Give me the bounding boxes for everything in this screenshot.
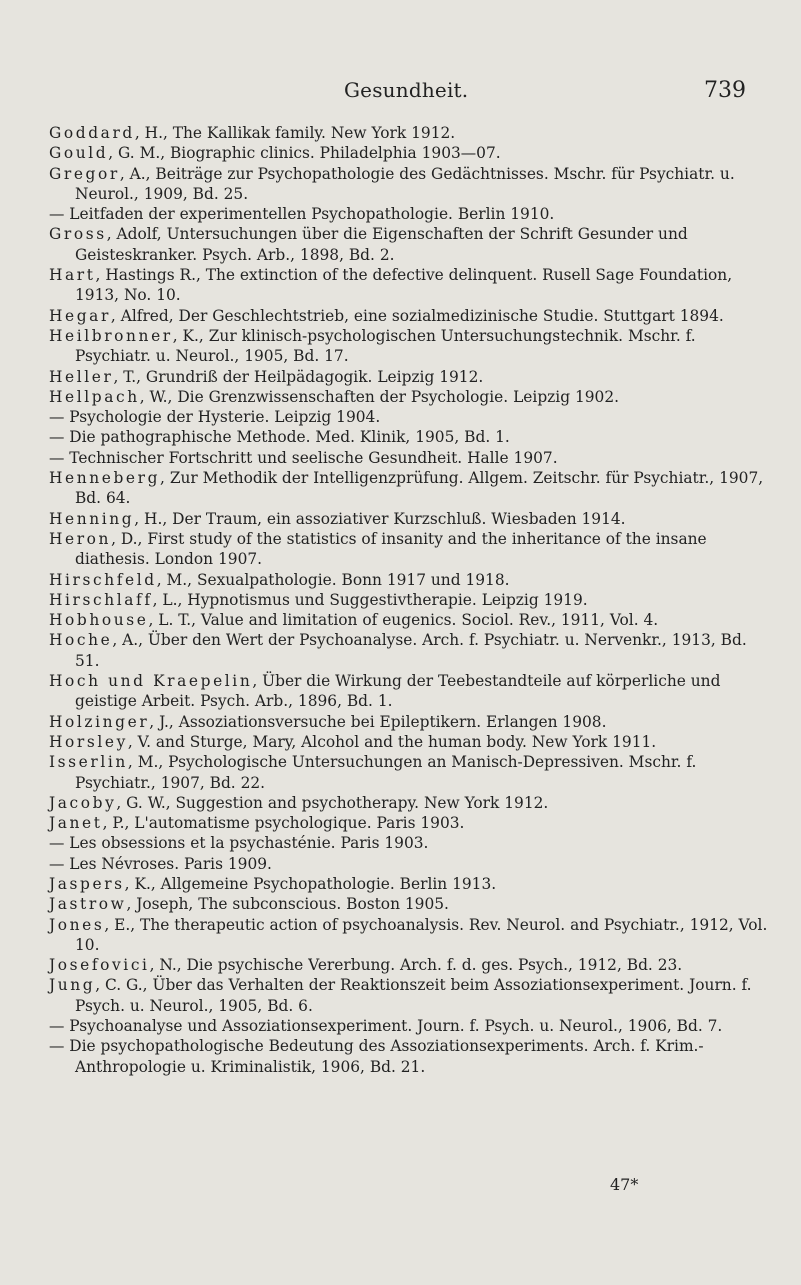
- bibliography-entry: [49, 590, 769, 610]
- entry-text: — Les obsessions et la psychasténie. Paris 1903.: [49, 834, 429, 853]
- entry-author: Jaspers: [49, 874, 125, 893]
- entry-text: — Psychologie der Hysterie. Leipzig 1904.: [49, 408, 381, 427]
- bibliography-entry: [49, 915, 769, 956]
- entry-author: Hart: [49, 266, 96, 285]
- entry-author: Goddard: [49, 124, 135, 142]
- entry-text: , M., Psychologische Untersuchungen an Manisch-Depressiven. Mschr. f. Psychiatr., 1907, Bd. 22.: [75, 753, 697, 792]
- bibliography-entry: [49, 894, 769, 914]
- bibliography-entry: [49, 468, 769, 509]
- bibliography-entry: [49, 1036, 769, 1077]
- entry-text: , V. and Sturge, Mary, Alcohol and the human body. New York 1911.: [127, 732, 657, 751]
- bibliography-list: [49, 123, 769, 1077]
- bibliography-entry: [49, 630, 769, 671]
- bibliography-entry: [49, 367, 769, 387]
- entry-author: Hirschlaff: [49, 590, 153, 609]
- entry-text: , E., The therapeutic action of psychoanalysis. Rev. Neurol. and Psychiatr., 1912, Vol. 10.: [75, 915, 768, 954]
- page-header: [0, 78, 801, 108]
- bibliography-entry: [49, 610, 769, 630]
- entry-text: , H., Der Traum, ein assoziativer Kurzschluß. Wiesbaden 1914.: [134, 509, 626, 528]
- entry-text: , A., Über den Wert der Psychoanalyse. Arch. f. Psychiatr. u. Nervenkr., 1913, Bd. 51.: [75, 631, 747, 670]
- bibliography-entry: [49, 123, 769, 143]
- entry-author: Hoche: [49, 631, 113, 650]
- entry-author: Jones: [49, 915, 105, 934]
- bibliography-entry: [49, 204, 769, 224]
- entry-author: Holzinger: [49, 712, 150, 731]
- entry-text: , A., Beiträge zur Psychopathologie des Gedächtnisses. Mschr. für Psychiatr. u. Neurol., 1909, Bd. 25.: [75, 164, 735, 203]
- entry-text: , W., Die Grenzwissenschaften der Psychologie. Leipzig 1902.: [139, 387, 620, 406]
- entry-text: , P., L'automatisme psychologique. Paris 1903.: [102, 814, 465, 833]
- entry-text: , H., The Kallikak family. New York 1912.: [134, 124, 456, 142]
- bibliography-entry: [49, 793, 769, 813]
- entry-author: Hobhouse: [49, 611, 149, 630]
- entry-text: , Über die Wirkung der Teebestandteile auf körperliche und geistige Arbeit. Psych. Arb., 1896, Bd. 1.: [75, 672, 721, 711]
- bibliography-entry: [49, 143, 769, 163]
- bibliography-entry: [49, 975, 769, 1016]
- entry-text: , M., Sexualpathologie. Bonn 1917 und 1918.: [156, 570, 510, 589]
- bibliography-entry: [49, 164, 769, 205]
- entry-author: Gould: [49, 144, 109, 163]
- bibliography-entry: [49, 427, 769, 447]
- bibliography-entry: [49, 813, 769, 833]
- entry-text: , C. G., Über das Verhalten der Reaktionszeit beim Assoziationsexperiment. Journ. f. Psych. u. Neurol., 1905, Bd. 6.: [75, 976, 752, 1015]
- entry-text: , G. M., Biographic clinics. Philadelphia 1903—07.: [108, 144, 501, 163]
- bibliography-entry: [49, 712, 769, 732]
- entry-author: Isserlin: [49, 753, 128, 772]
- entry-author: Hirschfeld: [49, 570, 157, 589]
- bibliography-entry: [49, 529, 769, 570]
- bibliography-entry: [49, 509, 769, 529]
- bibliography-entry: [49, 448, 769, 468]
- bibliography-entry: [49, 407, 769, 427]
- bibliography-entry: [49, 854, 769, 874]
- bibliography-entry: [49, 326, 769, 367]
- entry-text: , K., Zur klinisch-psychologischen Untersuchungstechnik. Mschr. f. Psychiatr. u. Neurol., 1905, Bd. 17.: [75, 326, 696, 366]
- entry-text: , Adolf, Untersuchungen über die Eigenschaften der Schrift Gesunder und Geisteskranker. Psych. Arb., 1898, Bd. 2.: [75, 225, 688, 264]
- entry-author: Hellpach: [49, 387, 140, 406]
- entry-text: , Hastings R., The extinction of the defective delinquent. Rusell Sage Foundation, 1913, No. 10.: [75, 266, 733, 305]
- entry-text: , G. W., Suggestion and psychotherapy. New York 1912.: [116, 793, 549, 812]
- bibliography-entry: [49, 752, 769, 793]
- entry-text: , N., Die psychische Vererbung. Arch. f. d. ges. Psych., 1912, Bd. 23.: [149, 956, 683, 975]
- entry-author: Henning: [49, 509, 135, 528]
- entry-text: — Technischer Fortschritt und seelische Gesundheit. Halle 1907.: [49, 448, 558, 467]
- entry-author: Jastrow: [49, 895, 127, 914]
- entry-text: , L. T., Value and limitation of eugenics. Sociol. Rev., 1911, Vol. 4.: [148, 611, 659, 630]
- page-number: 739: [704, 78, 746, 103]
- entry-author: Josefovici: [49, 956, 150, 975]
- bibliography-entry: [49, 1016, 769, 1036]
- entry-text: — Die pathographische Methode. Med. Klinik, 1905, Bd. 1.: [49, 428, 510, 447]
- bibliography-entry: [49, 732, 769, 752]
- entry-text: , D., First study of the statistics of insanity and the inheritance of the insane diathesis. London 1907.: [75, 529, 707, 569]
- entry-author: Horsley: [49, 732, 128, 751]
- bibliography-entry: [49, 306, 769, 326]
- entry-author: Henneberg: [49, 469, 161, 488]
- bibliography-entry: [49, 224, 769, 265]
- entry-text: — Psychoanalyse und Assoziationsexperiment. Journ. f. Psych. u. Neurol., 1906, Bd. 7.: [49, 1017, 723, 1036]
- entry-text: , K., Allgemeine Psychopathologie. Berlin 1913.: [124, 874, 497, 893]
- entry-text: — Les Névroses. Paris 1909.: [49, 854, 272, 873]
- bibliography-entry: [49, 265, 769, 306]
- entry-author: Jung: [49, 976, 96, 995]
- bibliography-entry: [49, 671, 769, 712]
- entry-author: Gregor: [49, 164, 120, 183]
- entry-text: , Joseph, The subconscious. Boston 1905.: [126, 895, 449, 914]
- entry-author: Gross: [49, 225, 107, 244]
- entry-author: Hoch und Kraepelin: [49, 672, 253, 691]
- bibliography-entry: [49, 874, 769, 894]
- entry-text: — Die psychopathologische Bedeutung des Assoziationsexperiments. Arch. f. Krim.-Anthropologie u. Kriminalistik, 1906, Bd. 21.: [49, 1037, 704, 1076]
- entry-author: Heilbronner: [49, 326, 173, 345]
- entry-author: Heller: [49, 367, 114, 386]
- entry-author: Heron: [49, 529, 112, 548]
- signature-mark: 47*: [610, 1175, 639, 1194]
- bibliography-entry: [49, 570, 769, 590]
- entry-text: , L., Hypnotismus und Suggestivtherapie. Leipzig 1919.: [152, 590, 588, 609]
- bibliography-entry: [49, 387, 769, 407]
- entry-text: , Zur Methodik der Intelligenzprüfung. Allgem. Zeitschr. für Psychiatr., 1907, Bd. 64.: [75, 469, 764, 508]
- running-head: Gesundheit.: [344, 78, 469, 102]
- entry-author: Jacoby: [49, 793, 117, 812]
- entry-author: Janet: [49, 814, 103, 833]
- entry-text: , T., Grundriß der Heilpädagogik. Leipzig 1912.: [113, 367, 484, 386]
- bibliography-entry: [49, 833, 769, 853]
- entry-author: Hegar: [49, 306, 111, 325]
- entry-text: , Alfred, Der Geschlechtstrieb, eine sozialmedizinische Studie. Stuttgart 1894.: [110, 306, 724, 325]
- entry-text: — Leitfaden der experimentellen Psychopathologie. Berlin 1910.: [49, 205, 555, 224]
- bibliography-entry: [49, 955, 769, 975]
- entry-text: , J., Assoziationsversuche bei Epileptikern. Erlangen 1908.: [149, 712, 607, 731]
